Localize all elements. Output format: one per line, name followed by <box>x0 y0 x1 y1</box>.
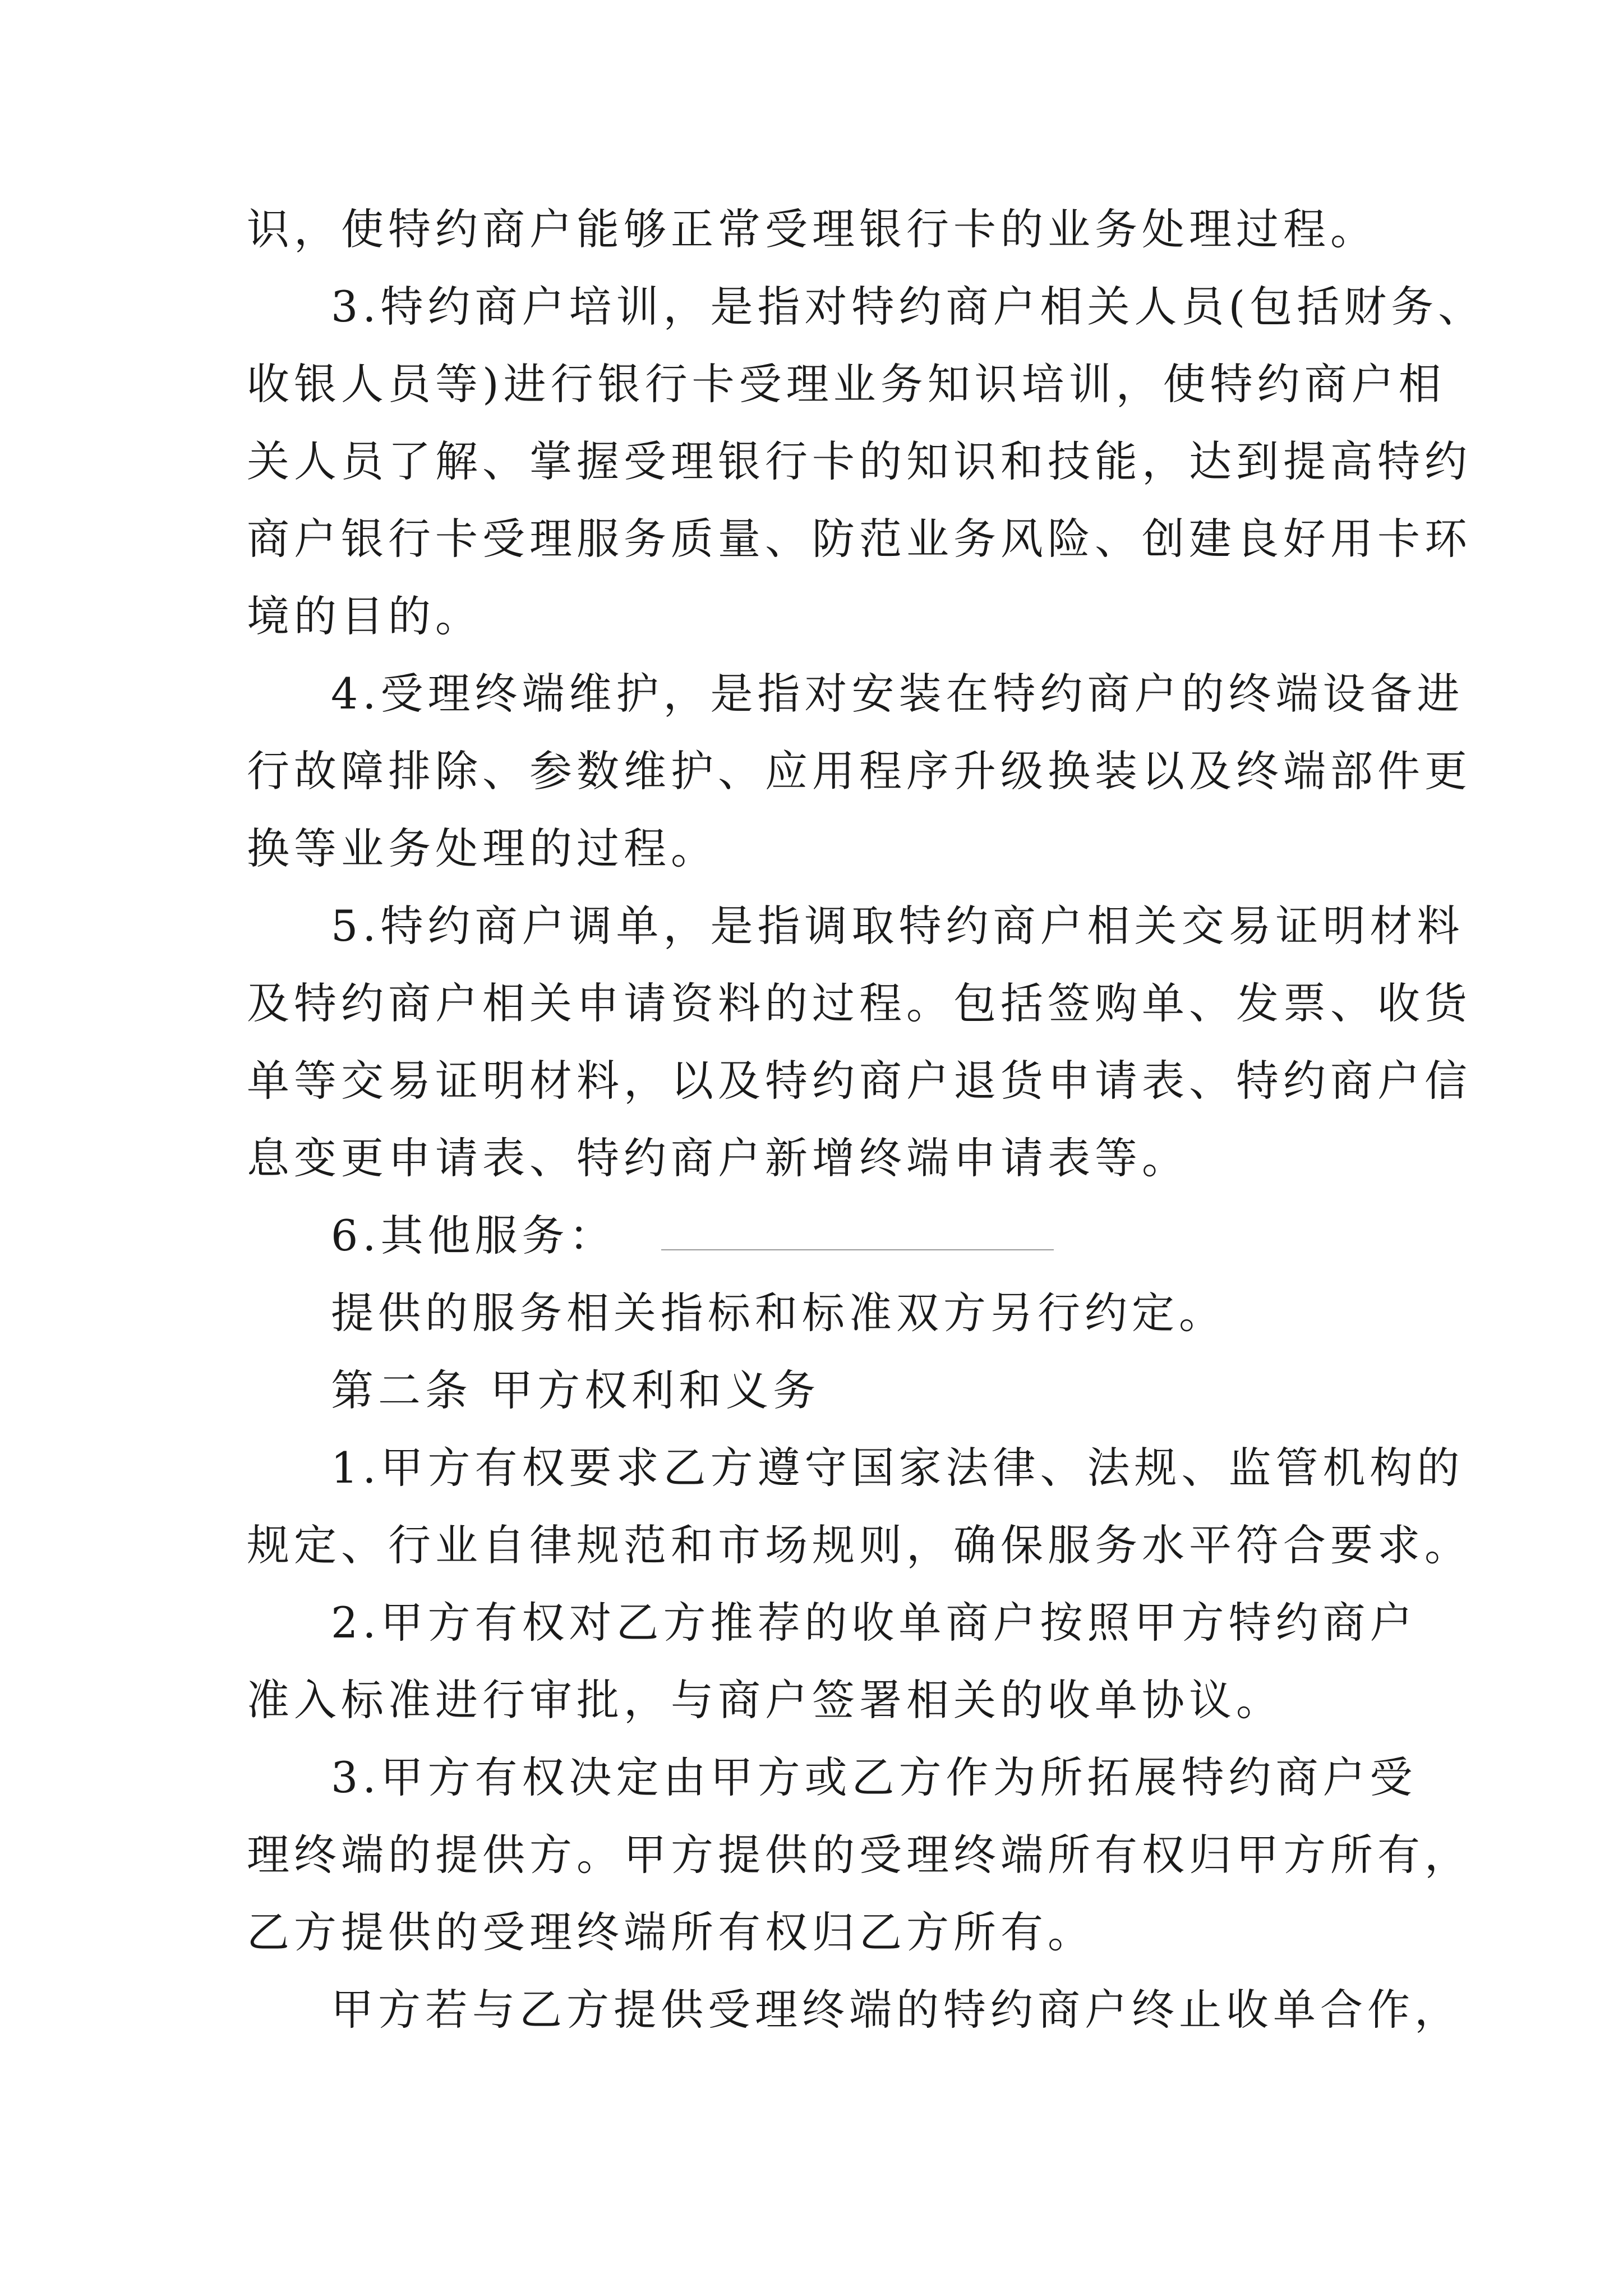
text-line-20: 准入标准进行审批，与商户签署相关的收单协议。 <box>247 1675 1283 1725</box>
text-line-2: 3.特约商户培训，是指对特约商户相关人员(包括财务、 <box>331 282 1486 332</box>
text-line-24: 甲方若与乙方提供受理终端的特约商户终止收单合作， <box>331 1985 1461 2035</box>
fill-in-blank-line <box>661 1216 1054 1250</box>
text-line-23: 乙方提供的受理终端所有权归乙方所有。 <box>247 1907 1095 1957</box>
text-line-7: 4.受理终端维护，是指对安装在特约商户的终端设备进 <box>331 669 1464 719</box>
text-line-13: 息变更申请表、特约商户新增终端申请表等。 <box>247 1133 1189 1183</box>
text-line-9: 换等业务处理的过程。 <box>247 823 718 873</box>
text-line-12: 单等交易证明材料，以及特约商户退货申请表、特约商户信 <box>247 1056 1472 1106</box>
text-line-3: 收银人员等)进行银行卡受理业务知识培训，使特约商户相 <box>247 359 1446 409</box>
text-line-1: 识，使特约商户能够正常受理银行卡的业务处理过程。 <box>247 204 1377 254</box>
document-page <box>247 191 1486 2049</box>
other-services-label: 6.其他服务： <box>331 1211 616 1260</box>
text-line-21: 3.甲方有权决定由甲方或乙方作为所拓展特约商户受 <box>331 1752 1417 1802</box>
text-line-6: 境的目的。 <box>247 591 482 641</box>
text-line-19: 2.甲方有权对乙方推荐的收单商户按照甲方特约商户 <box>331 1598 1417 1648</box>
text-line-18: 规定、行业自律规范和市场规则，确保服务水平符合要求。 <box>247 1520 1472 1570</box>
article-heading: 第二条 甲方权利和义务 <box>331 1365 820 1415</box>
text-line-11: 及特约商户相关申请资料的过程。包括签购单、发票、收货 <box>247 978 1472 1028</box>
text-line-22: 理终端的提供方。甲方提供的受理终端所有权归甲方所有， <box>247 1830 1472 1880</box>
text-line-4: 关人员了解、掌握受理银行卡的知识和技能，达到提高特约 <box>247 436 1472 486</box>
text-line-5: 商户银行卡受理服务质量、防范业务风险、创建良好用卡环 <box>247 514 1472 564</box>
text-line-15: 提供的服务相关指标和标准双方另行约定。 <box>331 1288 1226 1338</box>
text-line-10: 5.特约商户调单，是指调取特约商户相关交易证明材料 <box>331 901 1464 951</box>
text-line-8: 行故障排除、参数维护、应用程序升级换装以及终端部件更 <box>247 746 1472 796</box>
text-line-17: 1.甲方有权要求乙方遵守国家法律、法规、监管机构的 <box>331 1443 1464 1493</box>
text-line-14 <box>247 1197 1419 1274</box>
